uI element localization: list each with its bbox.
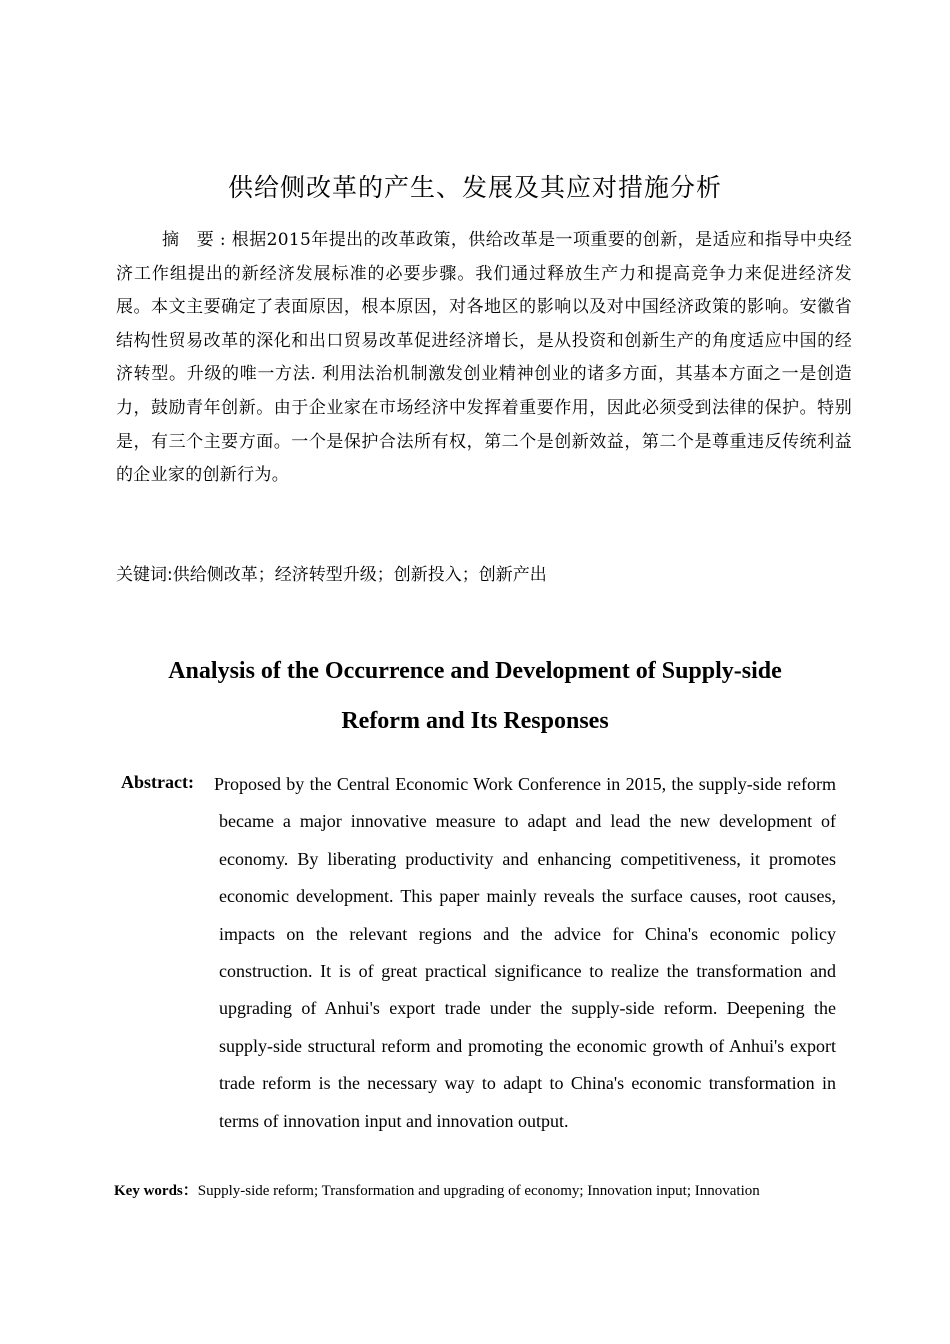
english-abstract-label: Abstract:	[121, 772, 194, 792]
chinese-abstract-separator: :	[219, 230, 232, 250]
english-abstract-text: Proposed by the Central Economic Work Conference in 2015, the supply-side reform became a major innovative measure to adapt and lead the new development of economy. By liberating productivity and enhancing competitiveness, it promotes economic development. This paper mainly reveals the surface causes, root causes, impacts on the relevant regions and the advice for China's economic policy construction. It is of great practical significance to realize the transformation and upgrading of Anhui's export trade under the supply-side reform. Deepening the supply-side structural reform and promoting the economic growth of Anhui's export trade reform is the necessary way to adapt to China's economic transformation in terms of innovation input and innovation output.	[214, 774, 836, 1131]
chinese-keywords	[116, 560, 852, 590]
chinese-title: 供给侧改革的产生、发展及其应对措施分析	[227, 173, 722, 202]
chinese-keywords-label: 关键词:	[116, 565, 173, 585]
chinese-abstract-label: 摘 要	[162, 230, 220, 250]
english-title-line-1: Analysis of the Occurrence and Development of Supply-side	[168, 658, 782, 684]
english-keywords	[114, 1177, 874, 1205]
english-keywords-text: Supply-side reform; Transformation and upgrading of economy; Innovation input; Innovation	[197, 1183, 760, 1199]
chinese-abstract-text: 根据2015年提出的改革政策，供给改革是一项重要的创新，是适应和指导中央经济工作组提出的新经济发展标准的必要步骤。我们通过释放生产力和提高竞争力来促进经济发展。本文主要确定了表面原因，根本原因，对各地区的影响以及对中国经济政策的影响。安徽省结构性贸易改革的深化和出口贸易改革促进经济增长，是从投资和创新生产的角度适应中国的经济转型。升级的唯一方法. 利用法治机制激发创业精神创业的诸多方面，其基本方面之一是创造力，鼓励青年创新。由于企业家在市场经济中发挥着重要作用，因此必须受到法律的保护。特别是，有三个主要方面。一个是保护合法所有权，第二个是创新效益，第二个是尊重违反传统利益的企业家的创新行为。	[116, 230, 853, 486]
chinese-keywords-text: 供给侧改革；经济转型升级；创新投入；创新产出	[172, 565, 547, 585]
english-title	[100, 646, 850, 746]
chinese-abstract	[116, 224, 852, 493]
english-keywords-label: Key words：	[114, 1183, 198, 1199]
english-title-line-2: Reform and Its Responses	[341, 708, 609, 734]
